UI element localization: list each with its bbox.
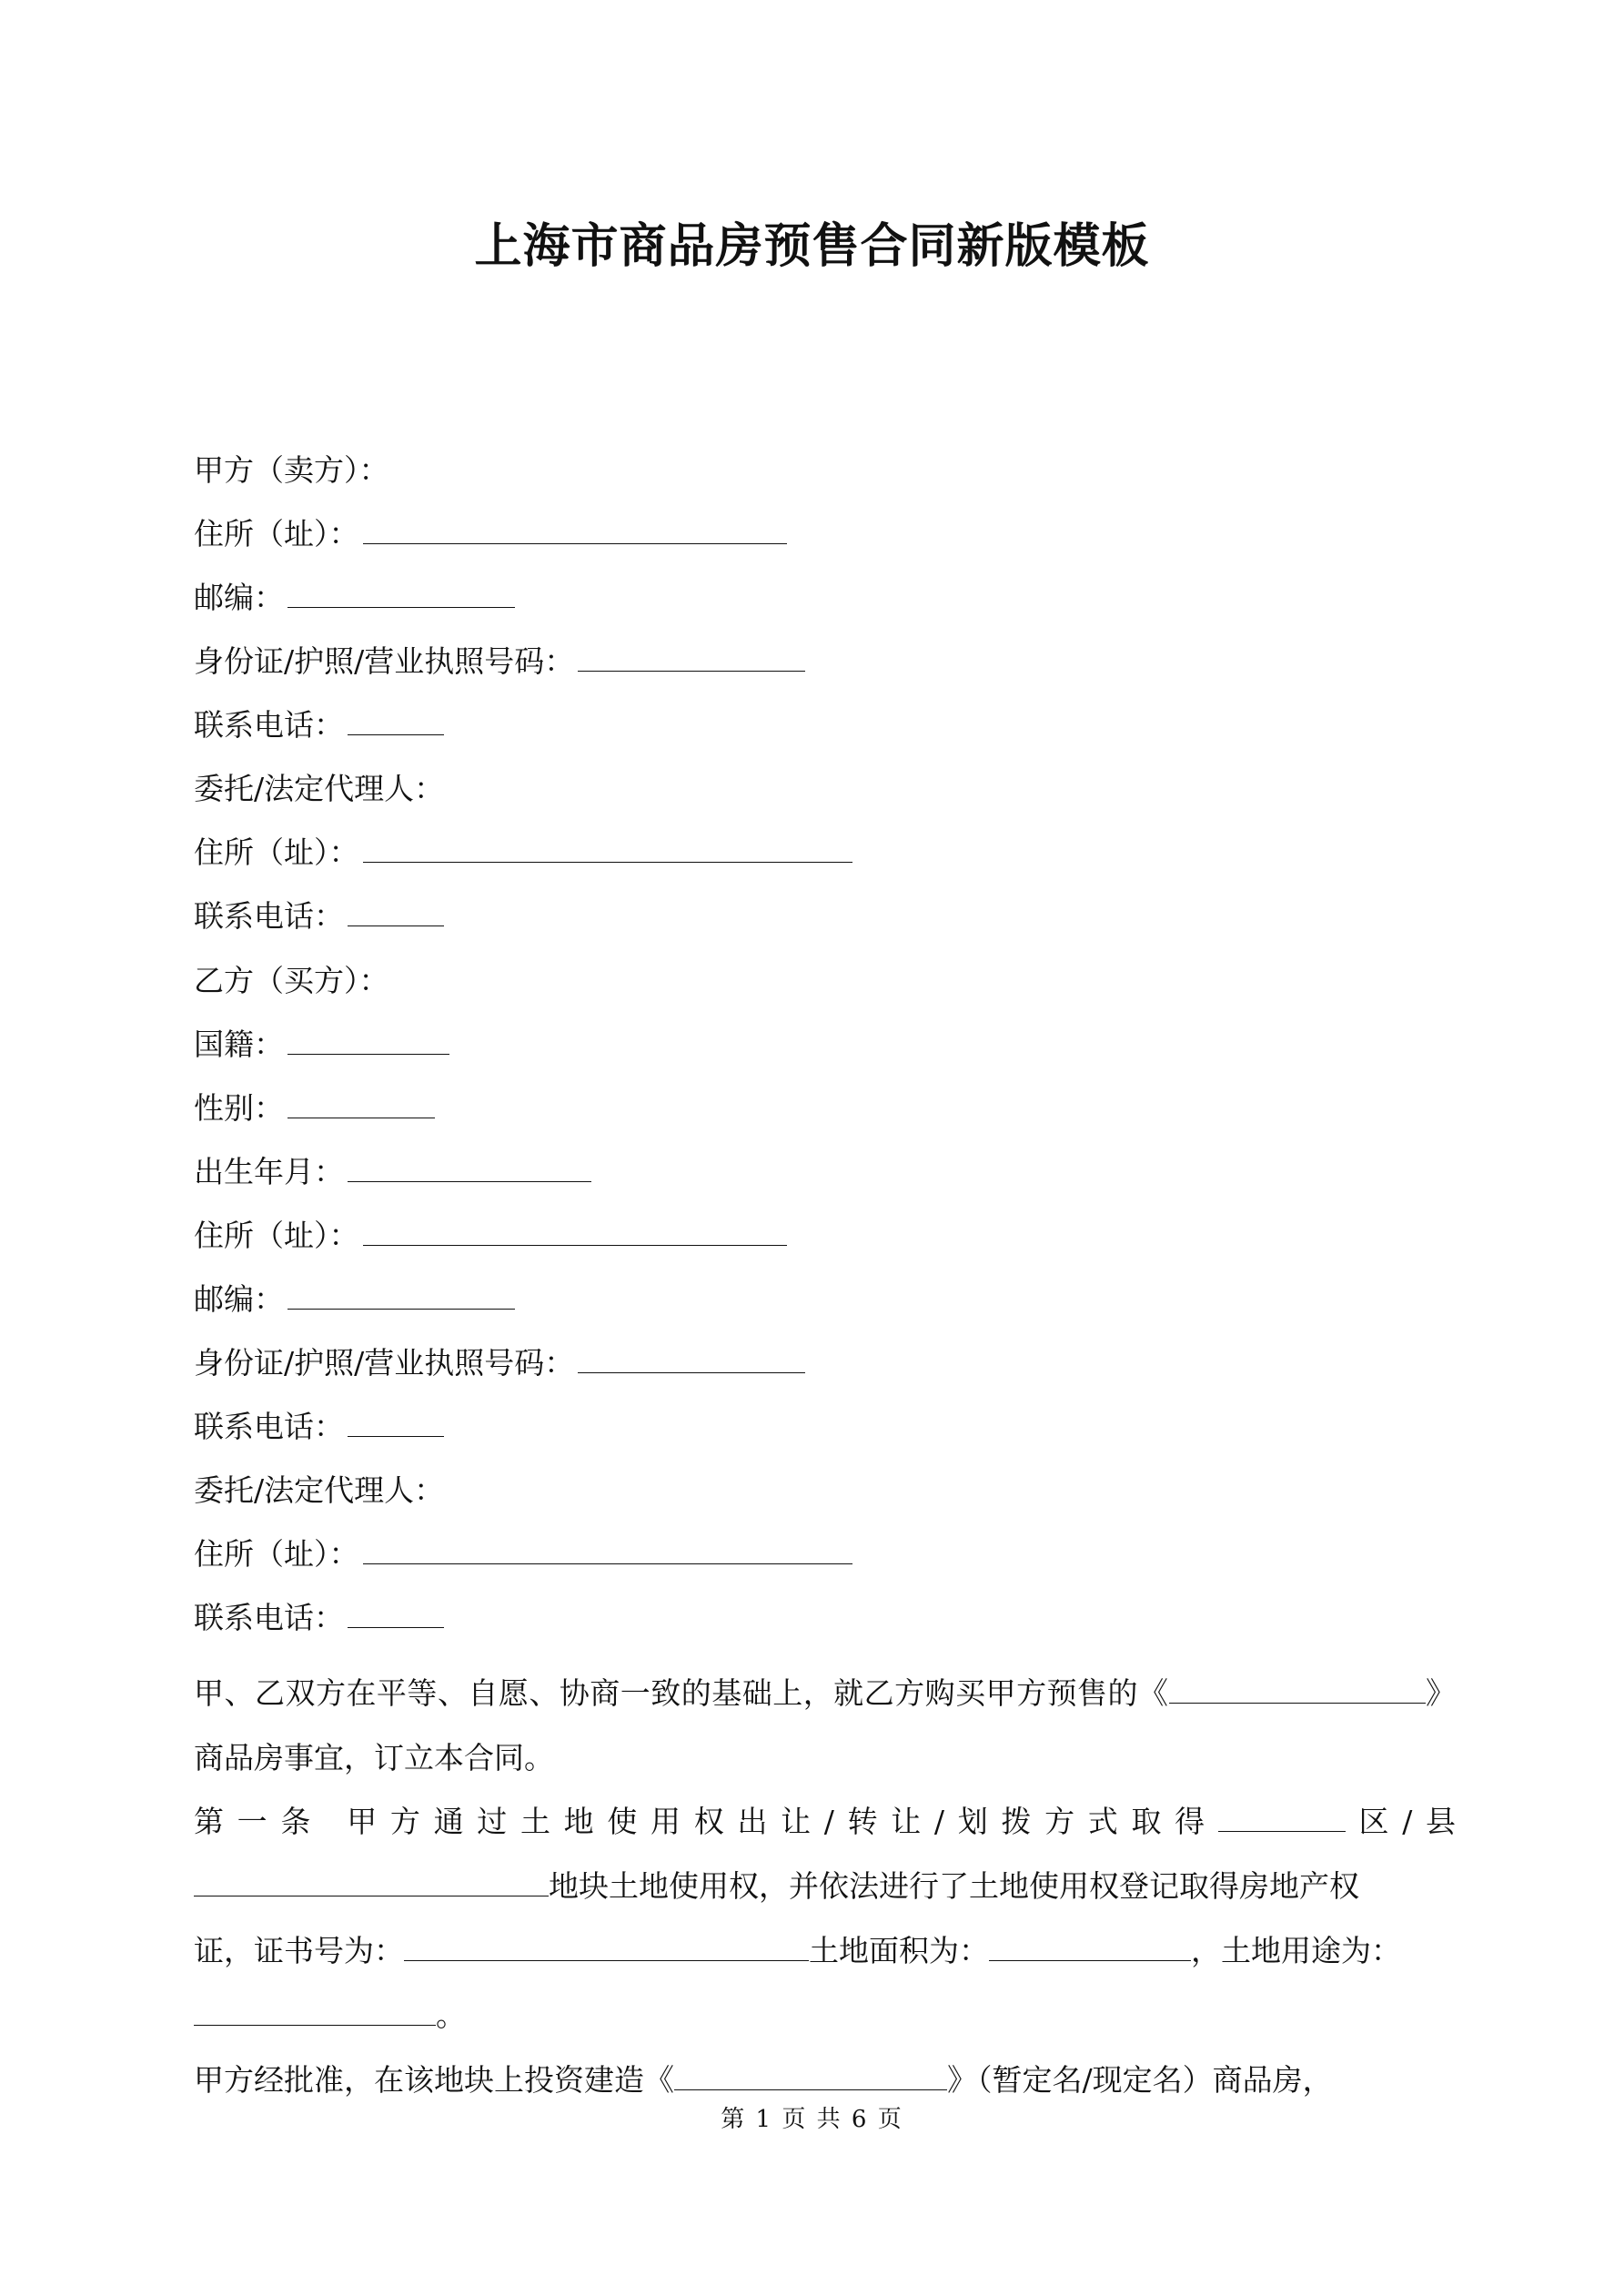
buyer-agent-address-row bbox=[194, 1534, 852, 1574]
buyer-agent-phone-field[interactable] bbox=[348, 1600, 444, 1628]
article-1-text-f: ，土地用途为： bbox=[1191, 1933, 1401, 1968]
buyer-id-field[interactable] bbox=[578, 1345, 805, 1373]
buyer-gender-row bbox=[194, 1088, 435, 1128]
seller-phone-row bbox=[194, 705, 444, 745]
article-1-heading: 第一条 bbox=[194, 1804, 325, 1839]
seller-party-label: 甲方（卖方）： bbox=[194, 452, 389, 488]
buyer-id-row bbox=[194, 1343, 805, 1383]
buyer-phone-label: 联系电话： bbox=[194, 1409, 344, 1444]
document-title: 上海市商品房预售合同新版模板 bbox=[474, 218, 1150, 274]
seller-agent-phone-label: 联系电话： bbox=[194, 898, 344, 934]
seller-postcode-field[interactable] bbox=[287, 580, 515, 608]
buyer-postcode-label: 邮编： bbox=[194, 1281, 284, 1317]
seller-agent-phone-row bbox=[194, 896, 444, 936]
buyer-phone-field[interactable] bbox=[348, 1409, 444, 1437]
article-1-line-3 bbox=[194, 1918, 1456, 1983]
buyer-address-label: 住所（址）： bbox=[194, 1218, 359, 1253]
buyer-postcode-row bbox=[194, 1279, 515, 1320]
article-1 bbox=[194, 1789, 1456, 2048]
buyer-nationality-label: 国籍： bbox=[194, 1027, 284, 1062]
article-1-line-4 bbox=[194, 1983, 1456, 2048]
seller-id-label: 身份证/护照/营业执照号码： bbox=[194, 643, 575, 679]
buyer-birth-field[interactable] bbox=[348, 1154, 591, 1182]
buyer-agent-phone-row bbox=[194, 1598, 444, 1638]
article-1-line-2 bbox=[194, 1854, 1456, 1918]
buyer-gender-field[interactable] bbox=[287, 1090, 435, 1118]
article-1-text-g: 。 bbox=[436, 1998, 466, 2033]
seller-address-label: 住所（址）： bbox=[194, 516, 359, 551]
district-field[interactable] bbox=[1218, 1804, 1346, 1832]
buyer-id-label: 身份证/护照/营业执照号码： bbox=[194, 1345, 575, 1381]
seller-id-field[interactable] bbox=[578, 643, 805, 672]
project-name-field[interactable] bbox=[1169, 1675, 1426, 1704]
seller-postcode-label: 邮编： bbox=[194, 580, 284, 615]
buyer-party-label: 乙方（买方）： bbox=[194, 963, 389, 998]
article-1-text-c: 地块土地使用权，并依法进行了土地使用权登记取得房地产权 bbox=[549, 1868, 1359, 1904]
approval-text-b: 》（暂定名/现定名）商品房， bbox=[947, 2062, 1333, 2098]
seller-phone-label: 联系电话： bbox=[194, 707, 344, 743]
preamble-line-2: 商品房事宜，订立本合同。 bbox=[194, 1740, 554, 1775]
article-1-text-b: 区/县 bbox=[1345, 1804, 1457, 1839]
seller-agent-address-row bbox=[194, 833, 852, 873]
buyer-nationality-field[interactable] bbox=[287, 1027, 449, 1055]
article-1-text-d: 证，证书号为： bbox=[194, 1933, 404, 1968]
land-plot-field[interactable] bbox=[194, 1868, 549, 1896]
buyer-nationality-row bbox=[194, 1025, 449, 1065]
seller-address-row bbox=[194, 514, 787, 554]
buyer-phone-row bbox=[194, 1407, 444, 1447]
preamble-line-1 bbox=[194, 1661, 1456, 1725]
buyer-agent-phone-label: 联系电话： bbox=[194, 1600, 344, 1635]
certificate-number-field[interactable] bbox=[404, 1933, 809, 1961]
buyer-birth-label: 出生年月： bbox=[194, 1154, 344, 1189]
article-1-text-e: 土地面积为： bbox=[809, 1933, 989, 1968]
preamble-paragraph bbox=[194, 1661, 1456, 1790]
seller-postcode-row bbox=[194, 578, 515, 618]
land-area-field[interactable] bbox=[989, 1933, 1191, 1961]
seller-agent-label: 委托/法定代理人： bbox=[194, 771, 445, 806]
article-1-text-a: 甲方通过土地使用权出让/转让/划拨方式取得 bbox=[347, 1804, 1218, 1839]
seller-agent-phone-field[interactable] bbox=[348, 898, 444, 926]
preamble-text-b: 》 bbox=[1425, 1675, 1457, 1711]
buyer-birth-row bbox=[194, 1152, 591, 1192]
buyer-postcode-field[interactable] bbox=[287, 1281, 515, 1310]
buyer-address-row bbox=[194, 1216, 787, 1256]
buyer-agent-address-field[interactable] bbox=[363, 1536, 852, 1564]
seller-agent-address-field[interactable] bbox=[363, 834, 852, 863]
buyer-agent-address-label: 住所（址）： bbox=[194, 1536, 359, 1572]
building-name-field[interactable] bbox=[674, 2062, 947, 2090]
article-1-line-1 bbox=[194, 1789, 1456, 1854]
land-use-field[interactable] bbox=[194, 1998, 436, 2026]
approval-text-a: 甲方经批准，在该地块上投资建造《 bbox=[194, 2062, 674, 2098]
seller-agent-address-label: 住所（址）： bbox=[194, 834, 359, 870]
buyer-agent-label: 委托/法定代理人： bbox=[194, 1472, 445, 1508]
buyer-address-field[interactable] bbox=[363, 1218, 787, 1246]
seller-phone-field[interactable] bbox=[348, 707, 444, 735]
seller-address-field[interactable] bbox=[363, 516, 787, 544]
seller-id-row bbox=[194, 642, 805, 682]
buyer-gender-label: 性别： bbox=[194, 1090, 284, 1126]
preamble-text-a: 甲、乙双方在平等、自愿、协商一致的基础上，就乙方购买甲方预售的《 bbox=[194, 1675, 1169, 1711]
page-footer: 第 1 页 共 6 页 bbox=[721, 2106, 903, 2133]
